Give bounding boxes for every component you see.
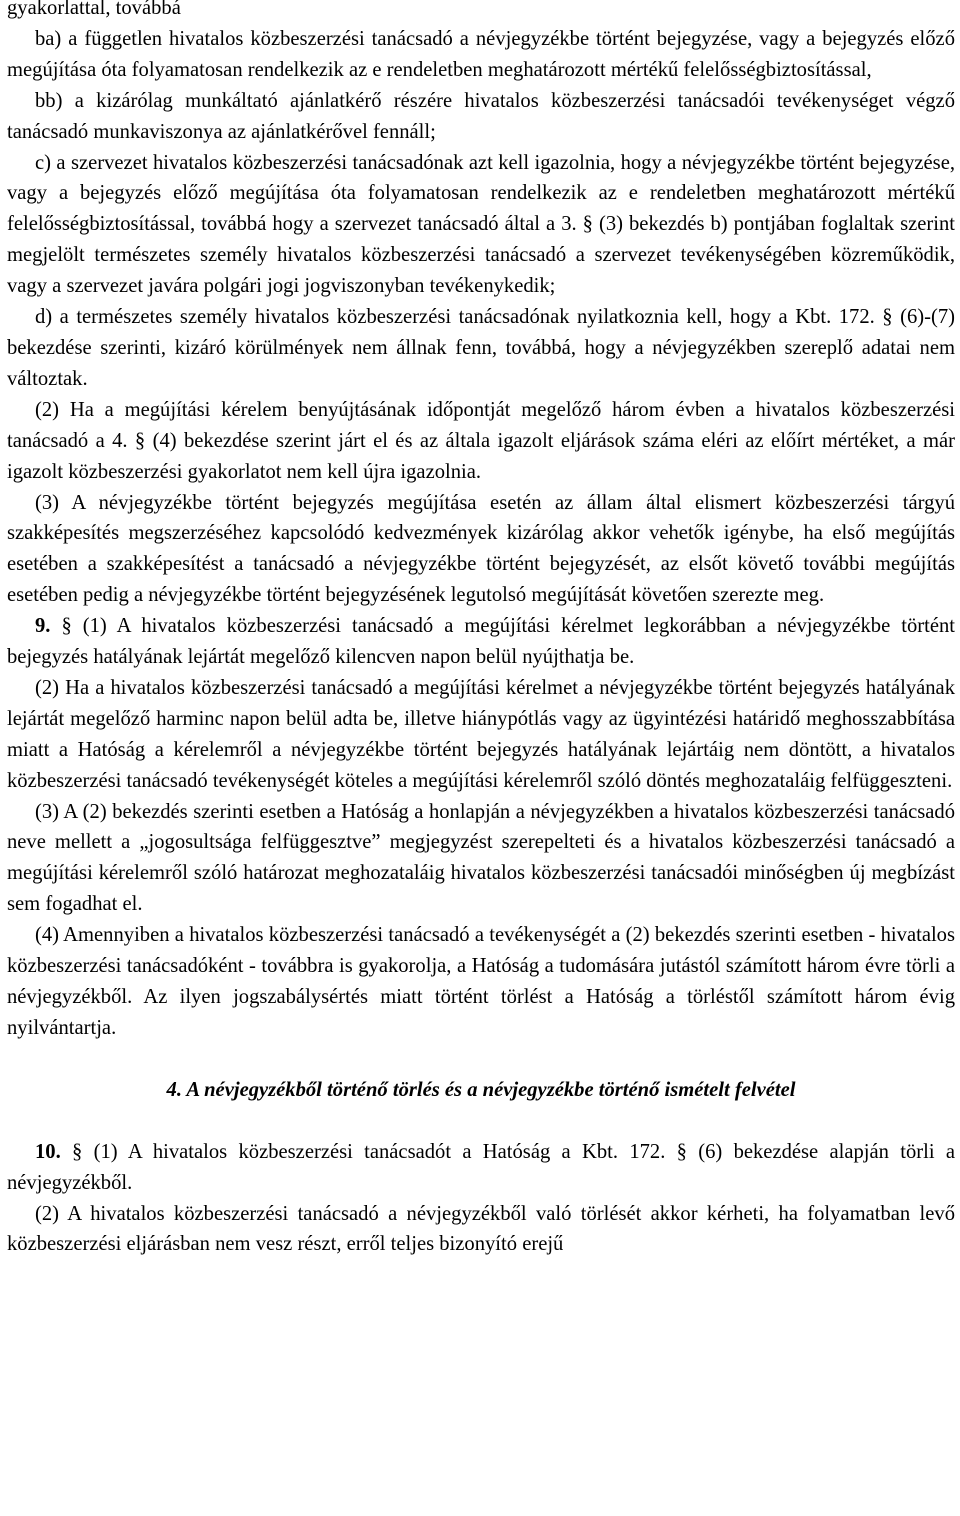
section-text: § (1) A hivatalos közbeszerzési tanácsadót a Hatóság a Kbt. 172. § (6) bekezdése alapján törli a névjegyzékből. bbox=[7, 1140, 955, 1194]
paragraph-9-4: (4) Amennyiben a hivatalos közbeszerzési tanácsadó a tevékenységét a (2) bekezdés szerinti esetben - hivatalos közbeszerzési tanácsadóként - továbbra is gyakorolja, a Hatóság a tudomására jutástól számított három évre törli a névjegyzékből. Az ilyen jogszabálysértés miatt történt törlést a Hatóság a törléstől számított három évig nyilvántartja. bbox=[7, 924, 955, 1039]
chapter-heading: 4. A névjegyzékből történő törlés és a névjegyzékbe történő ismételt felvétel bbox=[166, 1078, 796, 1101]
paragraph-9-3: (3) A (2) bekezdés szerinti esetben a Hatóság a honlapján a névjegyzékben a hivatalos közbeszerzési tanácsadó neve mellett a „jogosultsága felfüggesztve” megjegyzést szerepelteti és a hivatalos közbeszerzési tanácsadó a megújítási kérelemről szóló határozat meghozataláig hivatalos közbeszerzési tanácsadói minőségben új megbízást sem fogadhat el. bbox=[7, 800, 955, 916]
paragraph-continuation: gyakorlattal, továbbá bbox=[7, 0, 181, 19]
section-number: 10. bbox=[35, 1140, 61, 1163]
section-text: § (1) A hivatalos közbeszerzési tanácsadó a megújítási kérelmet legkorábban a névjegyzékbe történt bejegyzés hatályának lejártát megelőző kilencven napon belül nyújthatja be. bbox=[7, 615, 955, 669]
paragraph-8-2: (2) Ha a megújítási kérelem benyújtásának időpontját megelőző három évben a hivatalos közbeszerzési tanácsadó a 4. § (4) bekezdése szerint járt el és az általa igazolt eljárások száma eléri az előírt mértéket, a már igazolt közbeszerzési gyakorlatot nem kell újra igazolnia. bbox=[7, 398, 955, 483]
document-page bbox=[7, 0, 955, 1260]
section-number: 9. bbox=[35, 615, 51, 638]
paragraph-point-bb: bb) a kizárólag munkáltató ajánlatkérő részére hivatalos közbeszerzési tanácsadói tevékenységet végző tanácsadó munkaviszonya az ajánlatkérővel fennáll; bbox=[7, 89, 955, 143]
paragraph-point-ba: ba) a független hivatalos közbeszerzési tanácsadó a névjegyzékbe történt bejegyzése, vagy a bejegyzés előző megújítása óta folyamatosan rendelkezik az e rendeletben meghatározott mértékű felelősségbiztosítással, bbox=[7, 27, 955, 81]
paragraph-9-1 bbox=[7, 611, 955, 673]
paragraph-10-1 bbox=[7, 1137, 955, 1199]
paragraph-9-2: (2) Ha a hivatalos közbeszerzési tanácsadó a megújítási kérelmet a névjegyzékbe történt bejegyzés hatályának lejártát megelőző harminc napon belül adta be, illetve hiánypótlás vagy az ügyintézési határidő meghosszabbítása miatt a Hatóság a kérelemről a névjegyzékbe történt bejegyzés hatályának lejártáig nem döntött, a hivatalos közbeszerzési tanácsadó tevékenységét köteles a megújítási kérelemről szóló döntés meghozataláig felfüggeszteni. bbox=[7, 676, 955, 792]
paragraph-point-d: d) a természetes személy hivatalos közbeszerzési tanácsadónak nyilatkoznia kell, hogy a Kbt. 172. § (6)-(7) bekezdése szerinti, kizáró körülmények nem állnak fenn, továbbá, hogy a névjegyzékben szereplő adatai nem változtak. bbox=[7, 306, 955, 390]
paragraph-8-3: (3) A névjegyzékbe történt bejegyzés megújítása esetén az állam által elismert közbeszerzési tárgyú szakképesítés megszerzéséhez kapcsolódó kedvezmények kizárólag akkor vehetők igénybe, ha első megújítás esetében a szakképesítést a tanácsadó a névjegyzékbe történt bejegyzését, az elsőt követő további megújítás esetében pedig a névjegyzékbe történt bejegyzésének legutolsó megújítását követően szerezte meg. bbox=[7, 491, 955, 607]
paragraph-10-2: (2) A hivatalos közbeszerzési tanácsadó a névjegyzékből való törlését akkor kérheti, ha folyamatban levő közbeszerzési eljárásban nem vesz részt, erről teljes bizonyító erejű bbox=[7, 1202, 955, 1256]
paragraph-point-c: c) a szervezet hivatalos közbeszerzési tanácsadónak azt kell igazolnia, hogy a névjegyzékbe történt bejegyzése, vagy a bejegyzés előző megújítása óta folyamatosan rendelkezik az e rendeletben meghatározott mértékű felelősségbiztosítással, továbbá hogy a szervezet tanácsadó által a 3. § (3) bekezdés b) pontjában foglaltak szerint megjelölt természetes személy hivatalos közbeszerzési tanácsadó a szervezet tevékenységében közreműködik, vagy a szervezet javára polgári jogi jogviszonyban tevékenykedik; bbox=[7, 151, 955, 298]
